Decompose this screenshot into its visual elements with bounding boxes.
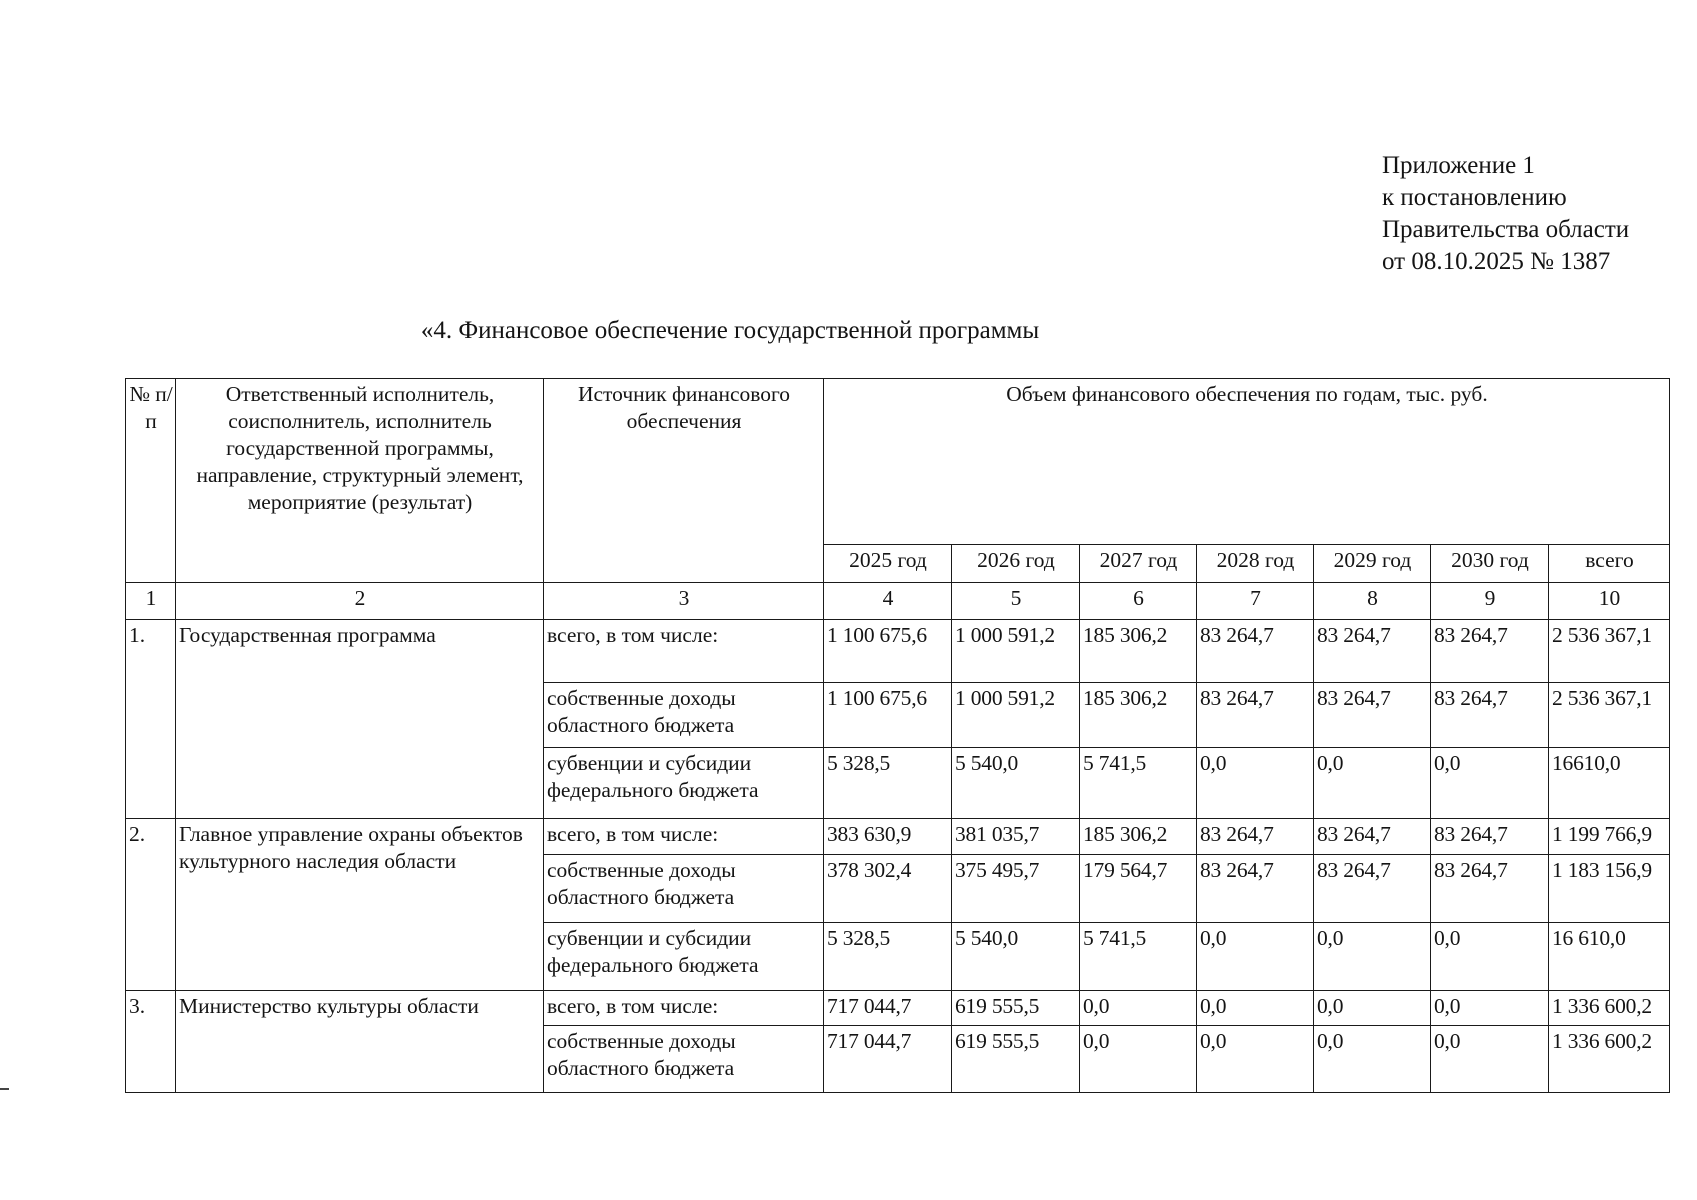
column-index: 9 [1431, 583, 1549, 620]
row-source: субвенции и субсидии федерального бюджета [544, 923, 824, 991]
row-number: 3. [126, 991, 176, 1093]
value-cell: 83 264,7 [1431, 819, 1549, 855]
header-volume: Объем финансового обеспечения по годам, тыс. руб. [824, 379, 1670, 545]
value-cell: 1 100 675,6 [824, 683, 952, 748]
value-cell: 2 536 367,1 [1549, 683, 1670, 748]
value-cell: 0,0 [1314, 1026, 1431, 1093]
appendix-block [1382, 150, 1629, 278]
row-number: 1. [126, 620, 176, 819]
column-index: 5 [952, 583, 1080, 620]
table-row [126, 991, 1670, 1026]
value-cell: 83 264,7 [1314, 855, 1431, 923]
row-source: всего, в том числе: [544, 819, 824, 855]
value-cell: 1 336 600,2 [1549, 1026, 1670, 1093]
row-executor: Государственная программа [176, 620, 544, 819]
value-cell: 0,0 [1431, 1026, 1549, 1093]
value-cell: 185 306,2 [1080, 620, 1197, 683]
row-source: собственные доходы областного бюджета [544, 1026, 824, 1093]
header-year: 2029 год [1314, 545, 1431, 583]
column-index: 1 [126, 583, 176, 620]
value-cell: 185 306,2 [1080, 819, 1197, 855]
appendix-line: Приложение 1 [1382, 152, 1535, 179]
value-cell: 717 044,7 [824, 1026, 952, 1093]
value-cell: 1 000 591,2 [952, 620, 1080, 683]
value-cell: 1 000 591,2 [952, 683, 1080, 748]
column-index: 6 [1080, 583, 1197, 620]
column-index: 2 [176, 583, 544, 620]
column-index: 4 [824, 583, 952, 620]
value-cell: 83 264,7 [1431, 855, 1549, 923]
value-cell: 0,0 [1080, 1026, 1197, 1093]
value-cell: 0,0 [1314, 748, 1431, 819]
value-cell: 83 264,7 [1431, 620, 1549, 683]
column-index: 10 [1549, 583, 1670, 620]
value-cell: 0,0 [1197, 748, 1314, 819]
financing-table [125, 378, 1670, 1093]
row-source: собственные доходы областного бюджета [544, 683, 824, 748]
value-cell: 619 555,5 [952, 991, 1080, 1026]
value-cell: 5 328,5 [824, 923, 952, 991]
value-cell: 378 302,4 [824, 855, 952, 923]
column-index: 8 [1314, 583, 1431, 620]
value-cell: 0,0 [1080, 991, 1197, 1026]
column-index: 3 [544, 583, 824, 620]
column-index: 7 [1197, 583, 1314, 620]
value-cell: 0,0 [1431, 748, 1549, 819]
value-cell: 16 610,0 [1549, 923, 1670, 991]
row-source: собственные доходы областного бюджета [544, 855, 824, 923]
appendix-line: от 08.10.2025 № 1387 [1382, 248, 1611, 275]
value-cell: 5 328,5 [824, 748, 952, 819]
value-cell: 83 264,7 [1314, 683, 1431, 748]
table-row [126, 819, 1670, 855]
value-cell: 16610,0 [1549, 748, 1670, 819]
row-executor: Министерство культуры области [176, 991, 544, 1093]
value-cell: 179 564,7 [1080, 855, 1197, 923]
value-cell: 83 264,7 [1197, 683, 1314, 748]
value-cell: 375 495,7 [952, 855, 1080, 923]
appendix-line: к постановлению [1382, 184, 1567, 211]
row-number: 2. [126, 819, 176, 991]
value-cell: 0,0 [1197, 1026, 1314, 1093]
value-cell: 5 540,0 [952, 748, 1080, 819]
value-cell: 83 264,7 [1314, 620, 1431, 683]
row-source: всего, в том числе: [544, 991, 824, 1026]
value-cell: 1 336 600,2 [1549, 991, 1670, 1026]
value-cell: 1 199 766,9 [1549, 819, 1670, 855]
value-cell: 0,0 [1314, 923, 1431, 991]
header-source: Источник финансового обеспечения [544, 379, 824, 583]
value-cell: 83 264,7 [1197, 855, 1314, 923]
row-source: всего, в том числе: [544, 620, 824, 683]
value-cell: 1 183 156,9 [1549, 855, 1670, 923]
value-cell: 2 536 367,1 [1549, 620, 1670, 683]
header-num: № п/п [126, 379, 176, 583]
value-cell: 1 100 675,6 [824, 620, 952, 683]
value-cell: 185 306,2 [1080, 683, 1197, 748]
row-executor: Главное управление охраны объектов культурного наследия области [176, 819, 544, 991]
index-row [126, 583, 1670, 620]
appendix-line: Правительства области [1382, 216, 1630, 243]
value-cell: 5 540,0 [952, 923, 1080, 991]
value-cell: 383 630,9 [824, 819, 952, 855]
header-year: 2030 год [1431, 545, 1549, 583]
value-cell: 0,0 [1314, 991, 1431, 1026]
value-cell: 83 264,7 [1314, 819, 1431, 855]
value-cell: 83 264,7 [1431, 683, 1549, 748]
value-cell: 0,0 [1197, 923, 1314, 991]
value-cell: 0,0 [1431, 923, 1549, 991]
value-cell: 5 741,5 [1080, 923, 1197, 991]
header-year: 2027 год [1080, 545, 1197, 583]
value-cell: 0,0 [1431, 991, 1549, 1026]
value-cell: 5 741,5 [1080, 748, 1197, 819]
header-year-total: всего [1549, 545, 1670, 583]
row-source: субвенции и субсидии федерального бюджета [544, 748, 824, 819]
value-cell: 717 044,7 [824, 991, 952, 1026]
value-cell: 619 555,5 [952, 1026, 1080, 1093]
header-executor: Ответственный исполнитель, соисполнитель, исполнитель государственной программы, направление, структурный элемент, мероприятие (результат) [176, 379, 544, 583]
header-year: 2028 год [1197, 545, 1314, 583]
header-year: 2026 год [952, 545, 1080, 583]
scan-edge-mark [0, 1088, 9, 1090]
value-cell: 83 264,7 [1197, 620, 1314, 683]
document-title: «4. Финансовое обеспечение государственной программы [420, 317, 1040, 344]
value-cell: 0,0 [1197, 991, 1314, 1026]
table-row [126, 620, 1670, 683]
value-cell: 83 264,7 [1197, 819, 1314, 855]
value-cell: 381 035,7 [952, 819, 1080, 855]
header-year: 2025 год [824, 545, 952, 583]
